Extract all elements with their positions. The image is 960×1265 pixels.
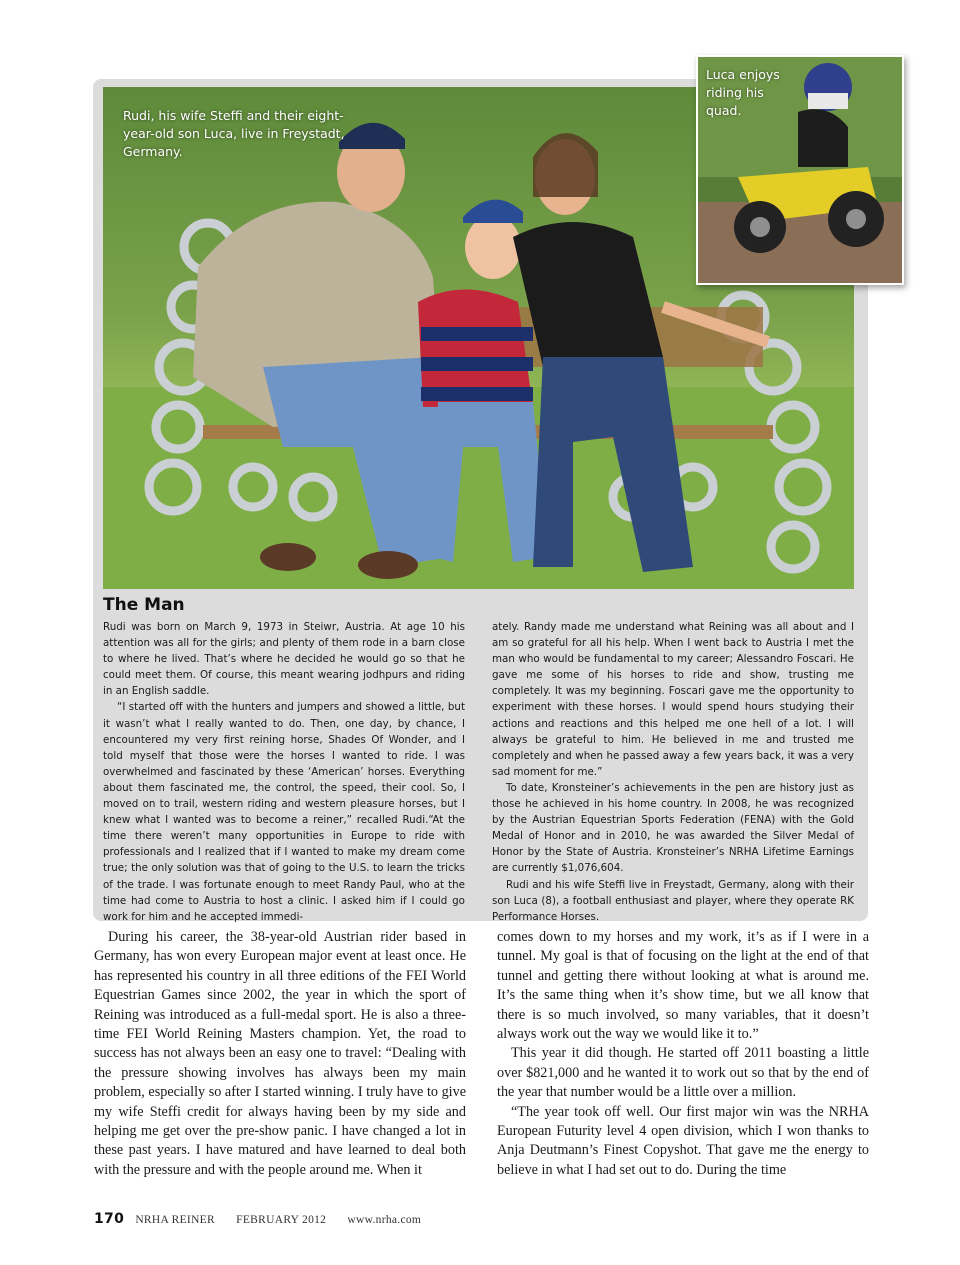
sidebar-paragraph: Rudi and his wife Steffi live in Freystadt, Germany, along with their son Luca (8), a football enthusiast and player, where they operate RK Performance Horses. — [492, 878, 854, 923]
publication-name: NRHA REINER — [135, 1214, 215, 1226]
main-photo-caption: Rudi, his wife Steffi and their eight-year-old son Luca, live in Freystadt, Germany. — [123, 108, 345, 159]
sidebar-column-right — [492, 619, 854, 925]
body-paragraph: “The year took off well. Our first major win was the NRHA European Futurity level 4 open division, which I won thanks to Anja Deutmann’s Finest Copyshot. That gave me the energy to believe in what I had set out to do. During the time — [497, 1103, 869, 1178]
sidebar-paragraph: Rudi was born on March 9, 1973 in Steiwr, Austria. At age 10 his attention was all for the girls; and plenty of them rode in a barn close to where he lived. That’s where he decided he would go so that he could meet them. Of course, this meant wearing jodhpurs and riding in an English saddle. — [103, 621, 465, 698]
sidebar-column-left — [103, 619, 465, 925]
sidebar-title: The Man — [103, 595, 185, 615]
body-paragraph: comes down to my horses and my work, it’s as if I were in a tunnel. My goal is that of focusing on the light at the end of that tunnel and getting there without looking at what is around me. It’s the same thing when it’s show time, but we all know that there is so much involved, so many variables, that it doesn’t always work out the way we would like it to.” — [497, 929, 869, 1043]
sidebar-paragraph: “I started off with the hunters and jumpers and showed a little, but it wasn’t what I really wanted to do. Then, one day, by chance, I encountered my very first reining horse, Shades Of Wonder, and I told myself that those were the horses I wanted to ride. I was overwhelmed and fascinated by these ‘American’ horses. Everything about them fascinated me, the control, the speed, their cool. So, I moved on to trail, western riding and western pleasure horses, but I knew what I wanted was to become a reiner,” recalled Rudi.“At the time there weren’t many opportunities in Europe to ride with professionals and I realized that if I wanted to make my dream come true; the only solution was that of going to the U.S. to learn the tricks of the trade. I was fortunate enough to meet Randy Paul, who at the time had come to Austria to host a clinic. I asked him if I could go work for him and he accepted immedi- — [103, 701, 465, 923]
inset-photo-caption: Luca enjoys riding his quad. — [706, 67, 780, 118]
body-paragraph: This year it did though. He started off 2011 boasting a little over $821,000 and he wanted it to work out so that by the end of the year that number would be a little over a million. — [497, 1045, 869, 1101]
sidebar-paragraph: To date, Kronsteiner’s achievements in the pen are history just as those he achieved in his home country. In 2008, he was recognized by the Austrian Equestrian Sports Federation (FENA) with the Gold Medal of Honor and in 2010, he was awarded the Silver Medal of Honor by the State of Austria. Kronsteiner’s NRHA Lifetime Earnings are currently $1,076,604. — [492, 781, 854, 875]
website-link[interactable]: www.nrha.com — [347, 1214, 422, 1226]
page-number: 170 — [94, 1211, 125, 1227]
sidebar-paragraph: ately. Randy made me understand what Reining was all about and I am so grateful for all his help. When I went back to Austria I met the man who would be fundamental to my career; Alessandro Foscari. He gave me some of his horses to ride and show, trusting me completely. It was my beginning. Foscari gave me the opportunity to experiment with these horses. I would spend hours studying their actions and reactions and this helped me one hell of a lot. I will always be grateful to him. He believed in me and trusted me completely and when he passed away a few years back, it was a very sad moment for me.” — [492, 621, 854, 778]
body-paragraph: During his career, the 38-year-old Austrian rider based in Germany, has won every European major event at least once. He has represented his country in all three editions of the FEI World Equestrian Games since 2002, the year in which the sport of Reining was introduced as a full-medal sport. He is also a three-time FEI World Reining Masters champion. Yet, the road to success has not always been an easy one to travel: “Dealing with the pressure showing involves has always been my main problem, especially so after I started winning. I truly have to give my wife Steffi credit for always having been by my side and helping me get over the pre-show panic. I have changed a lot in these past years. I have matured and have learned to deal both with the pressure and with the people around me. When it — [94, 929, 466, 1178]
body-column-right — [497, 928, 869, 1180]
issue-date: FEBRUARY 2012 — [236, 1214, 327, 1226]
page-footer — [94, 1211, 421, 1227]
body-column-left — [94, 928, 466, 1180]
quad-photo — [696, 55, 904, 285]
